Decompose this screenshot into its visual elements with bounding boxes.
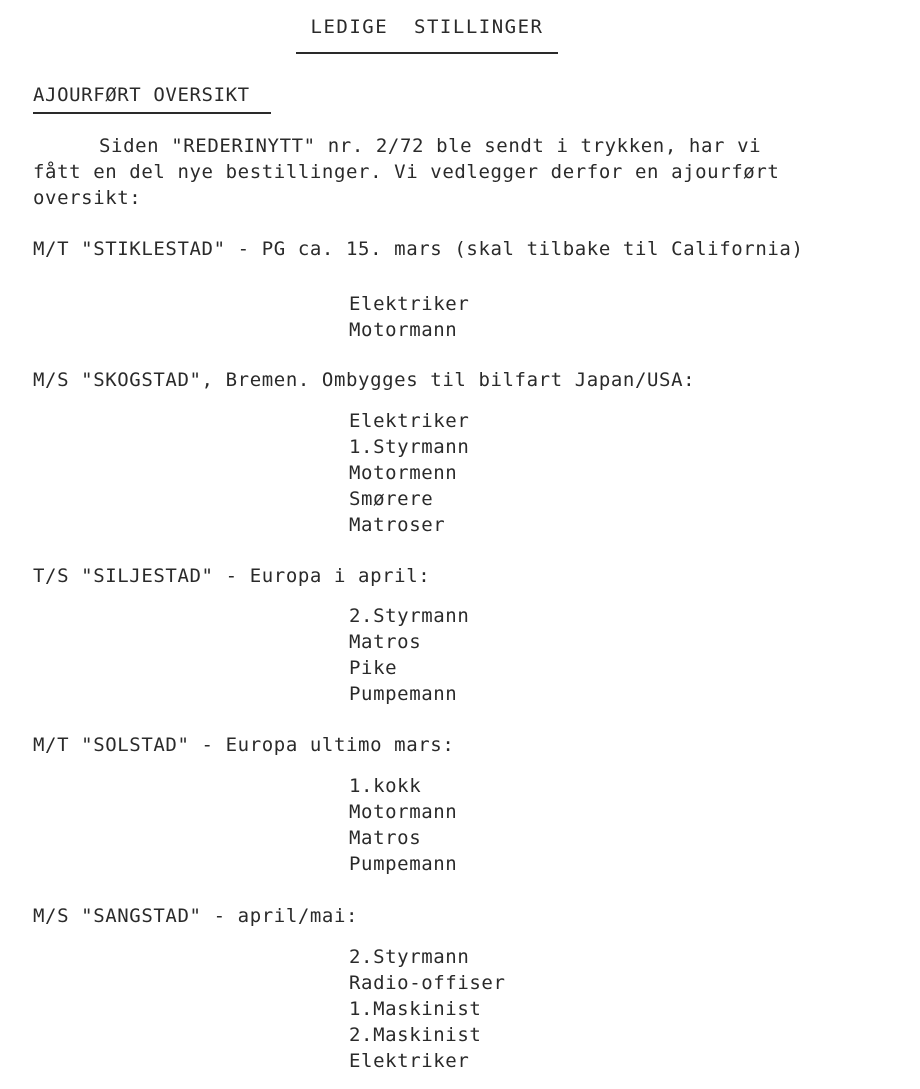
vessel-header: M/S "SANGSTAD" - april/mai: (33, 905, 359, 927)
intro-line: Siden "REDERINYTT" nr. 2/72 ble sendt i trykken, har vi (99, 135, 762, 157)
vessel-header: T/S "SILJESTAD" - Europa i april: (33, 565, 431, 587)
section-heading: AJOURFØRT OVERSIKT (33, 84, 250, 106)
position-item: 1.kokk (349, 775, 422, 797)
position-item: Motormann (349, 319, 458, 341)
position-list (349, 291, 469, 343)
position-item: 1.Styrmann (349, 436, 470, 458)
position-item: Matroser (349, 514, 446, 536)
position-item: Radio-offiser (349, 972, 506, 994)
position-item: Elektriker (349, 1050, 470, 1072)
title-underline (296, 52, 558, 54)
position-item: Matros (349, 827, 422, 849)
position-item: Pike (349, 657, 398, 679)
position-item: 2.Styrmann (349, 946, 470, 968)
position-list (349, 773, 457, 877)
vessel-header: M/T "SOLSTAD" - Europa ultimo mars: (33, 734, 455, 756)
document-title: LEDIGE STILLINGER (310, 16, 544, 38)
position-item: 1.Maskinist (349, 998, 482, 1020)
position-list (349, 408, 469, 538)
intro-paragraph (33, 133, 893, 211)
position-item: Elektriker (349, 410, 470, 432)
position-item: Pumpemann (349, 853, 458, 875)
position-item: Motormann (349, 801, 458, 823)
vessel-header: M/T "STIKLESTAD" - PG ca. 15. mars (skal tilbake til California) (33, 238, 804, 260)
position-item: Motormenn (349, 462, 458, 484)
section-heading-underline (33, 112, 271, 114)
vessel-header: M/S "SKOGSTAD", Bremen. Ombygges til bilfart Japan/USA: (33, 369, 696, 391)
position-item: 2.Maskinist (349, 1024, 482, 1046)
position-item: Elektriker (349, 293, 470, 315)
position-item: Pumpemann (349, 683, 458, 705)
position-item: 2.Styrmann (349, 605, 470, 627)
position-item: Matros (349, 631, 422, 653)
position-list (349, 944, 506, 1074)
intro-line: oversikt: (33, 187, 142, 209)
position-item: Smørere (349, 488, 434, 510)
intro-line: fått en del nye bestillinger. Vi vedlegger derfor en ajourført (33, 161, 780, 183)
position-list (349, 603, 469, 707)
